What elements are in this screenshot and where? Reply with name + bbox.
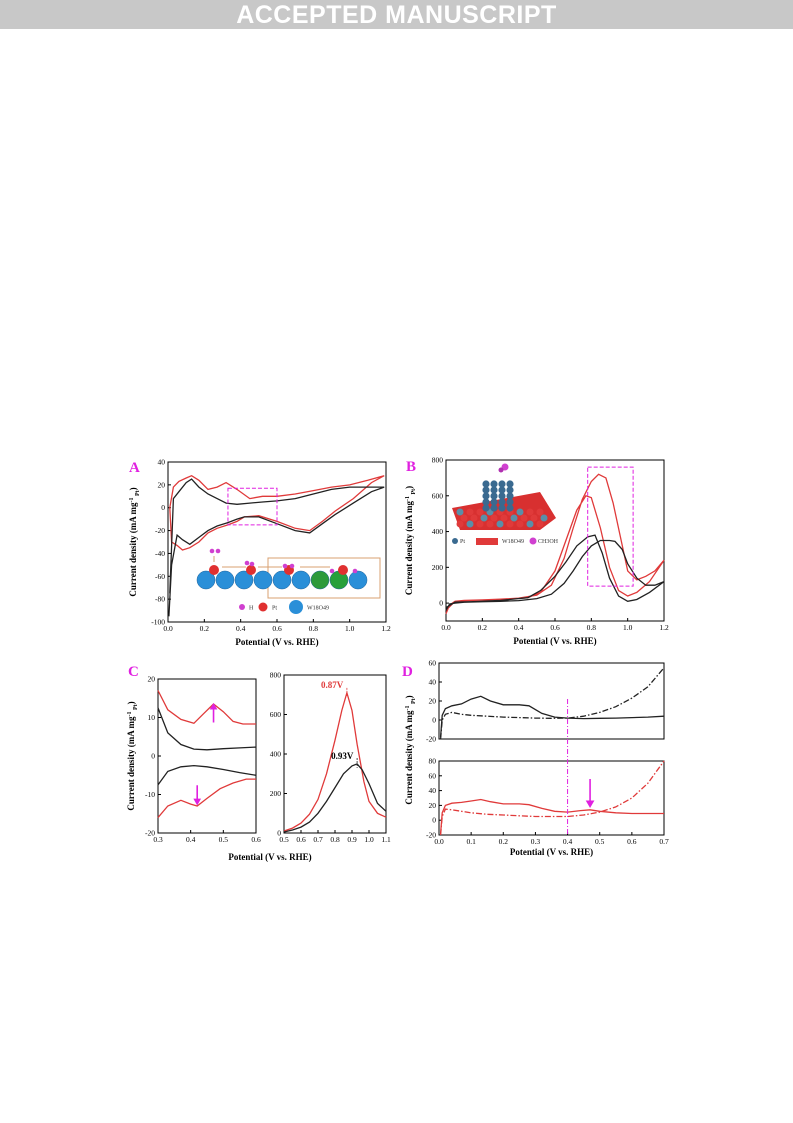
x-tick-label: 0.3 bbox=[530, 837, 541, 846]
x-tick-label: 1.0 bbox=[622, 623, 633, 632]
panel-label-b: B bbox=[406, 459, 417, 475]
pt-atom bbox=[246, 565, 256, 575]
substrate-atom bbox=[497, 521, 504, 528]
chart-panel-d-top bbox=[402, 659, 664, 805]
substrate-atom bbox=[527, 521, 534, 528]
w18o49-atom bbox=[254, 571, 272, 589]
y-tick-label: -10 bbox=[145, 790, 155, 799]
y-tick-label: 400 bbox=[269, 749, 281, 759]
y-axis-label: Current density (mA $mg^{-1}$ $_{Pt}$) bbox=[404, 695, 417, 805]
y-tick-label: -20 bbox=[426, 830, 436, 840]
x-tick-label: 1.2 bbox=[659, 623, 669, 632]
y-tick-label: 0 bbox=[151, 751, 155, 761]
subscript: Pt bbox=[135, 490, 141, 498]
subscript: Pt bbox=[133, 704, 139, 712]
series-line-3 bbox=[158, 766, 256, 785]
x-tick-label: 0.7 bbox=[313, 835, 323, 844]
plot-frame bbox=[158, 679, 256, 833]
y-tick-label: 20 bbox=[428, 800, 436, 810]
panel-label-d: D bbox=[402, 664, 413, 680]
y-tick-label: 0 bbox=[161, 503, 165, 513]
substrate-atom bbox=[467, 509, 474, 516]
panel-label-c: C bbox=[128, 664, 139, 680]
x-tick-label: 0.0 bbox=[163, 624, 173, 633]
y-tick-label: 20 bbox=[428, 696, 436, 706]
legend-w-label: W18O49 bbox=[502, 539, 524, 545]
x-tick-label: 0.3 bbox=[153, 835, 163, 844]
x-tick-label: 0.8 bbox=[586, 623, 597, 632]
y-tick-label: 80 bbox=[428, 756, 436, 766]
series-line-2 bbox=[441, 761, 664, 835]
paren: ) bbox=[404, 695, 414, 699]
y-tick-label: 0 bbox=[432, 715, 436, 725]
h-atom bbox=[290, 564, 295, 569]
h-atom bbox=[330, 569, 335, 574]
y-tick-label: -60 bbox=[155, 571, 165, 581]
substrate-atom bbox=[517, 521, 524, 528]
y-tick-label: 200 bbox=[269, 789, 281, 798]
substrate-atom bbox=[457, 509, 464, 516]
substrate-atom bbox=[517, 509, 524, 516]
y-axis-label: Current density (mA $mg^{-1}$ $_{Pt}$) bbox=[128, 487, 141, 597]
x-tick-label: 1.0 bbox=[364, 835, 374, 844]
w18o49-atom bbox=[292, 571, 310, 589]
methanol-atom bbox=[499, 468, 504, 473]
y-tick-label: -20 bbox=[145, 828, 155, 838]
substrate-atom bbox=[481, 515, 488, 522]
pt-cluster-atom bbox=[490, 504, 497, 511]
series-line-1 bbox=[158, 691, 256, 725]
x-tick-label: 0.5 bbox=[279, 835, 289, 844]
w18o49-atom bbox=[311, 571, 329, 589]
legend-pt-icon bbox=[259, 603, 268, 612]
x-tick-label: 0.5 bbox=[595, 837, 605, 846]
legend-ch3oh-label: CH3OH bbox=[538, 539, 559, 545]
y-axis-label: Current density (mA $mg^{-1}$ $_{Pt}$) bbox=[404, 485, 417, 596]
x-tick-label: 0.6 bbox=[296, 835, 306, 844]
x-tick-label: 0.5 bbox=[218, 835, 229, 844]
x-axis-label: Potential (V vs. RHE) bbox=[228, 852, 312, 862]
plot-frame bbox=[439, 663, 664, 739]
y-tick-label: 200 bbox=[431, 562, 443, 572]
x-tick-label: 0.4 bbox=[562, 837, 573, 846]
legend-w-icon bbox=[289, 600, 303, 614]
legend-pt-label: Pt bbox=[272, 605, 278, 612]
peak-label-black: 0.93V bbox=[331, 750, 354, 761]
atom-schematic bbox=[197, 549, 380, 614]
substrate-atom bbox=[487, 521, 494, 528]
legend-pt-label: Pt bbox=[460, 539, 466, 545]
series-line-1 bbox=[441, 800, 664, 834]
y-tick-label: 10 bbox=[147, 713, 155, 722]
legend-h-icon bbox=[239, 604, 245, 610]
y-tick-label: -20 bbox=[155, 526, 165, 536]
substrate-atom bbox=[541, 515, 548, 522]
y-tick-label: 800 bbox=[431, 455, 443, 465]
y-tick-label: -40 bbox=[155, 548, 165, 558]
w18o49-atom bbox=[349, 571, 367, 589]
series-line-1 bbox=[284, 693, 386, 831]
y-tick-label: 0 bbox=[439, 598, 443, 608]
superscript: -1 bbox=[127, 711, 133, 717]
x-tick-label: 0.6 bbox=[272, 624, 282, 633]
substrate-atom bbox=[477, 521, 484, 528]
peak-label-red: 0.87V bbox=[320, 679, 344, 690]
chart-panel-d-bottom bbox=[426, 696, 669, 857]
w18o49-atom bbox=[216, 571, 234, 589]
plot-frame bbox=[439, 761, 664, 835]
legend-w-icon bbox=[476, 538, 498, 545]
y-tick-label: 800 bbox=[269, 670, 281, 680]
paren: ) bbox=[126, 701, 136, 705]
y-tick-label: 40 bbox=[157, 457, 165, 467]
substrate-atom bbox=[471, 515, 478, 522]
x-tick-label: 1.0 bbox=[344, 624, 355, 633]
series-line-4 bbox=[158, 779, 256, 818]
substrate-atom bbox=[457, 521, 464, 528]
x-tick-label: 0.4 bbox=[513, 623, 524, 632]
paren: ) bbox=[404, 485, 414, 489]
x-axis-label: Potential (V vs. RHE) bbox=[509, 847, 594, 857]
y-axis-label: Current density (mA $mg^{-1}$ $_{Pt}$) bbox=[126, 701, 139, 811]
x-tick-label: 0.1 bbox=[466, 837, 476, 846]
x-tick-label: 0.2 bbox=[477, 623, 488, 632]
substrate-atom bbox=[467, 521, 474, 528]
x-tick-label: 0.6 bbox=[251, 835, 261, 844]
series-line-2 bbox=[446, 535, 664, 610]
x-tick-label: 0.6 bbox=[627, 837, 637, 846]
x-tick-label: 0.8 bbox=[308, 624, 319, 633]
x-axis-label: Potential (V vs. RHE) bbox=[235, 637, 319, 647]
x-tick-label: 0.8 bbox=[330, 835, 340, 844]
y-tick-label: 40 bbox=[428, 677, 436, 687]
pt-cluster-atom bbox=[506, 504, 513, 511]
y-tick-label: -20 bbox=[426, 734, 436, 744]
y-tick-label: 400 bbox=[431, 527, 443, 537]
pt-atom bbox=[338, 565, 348, 575]
substrate-atom bbox=[527, 509, 534, 516]
series-line-1 bbox=[441, 696, 664, 737]
chart-panel-a bbox=[128, 458, 391, 648]
y-tick-label: 20 bbox=[157, 480, 165, 490]
h-atom bbox=[216, 549, 221, 554]
y-tick-label: 0 bbox=[432, 815, 436, 825]
subscript: Pt bbox=[411, 698, 417, 706]
y-tick-label: 40 bbox=[428, 786, 436, 796]
superscript: -1 bbox=[129, 497, 135, 503]
x-tick-label: 1.1 bbox=[381, 835, 391, 844]
subscript: Pt bbox=[411, 488, 417, 497]
x-tick-label: 0.9 bbox=[347, 835, 357, 844]
substrate-atom bbox=[511, 515, 518, 522]
h-atom bbox=[283, 564, 288, 569]
banner-text: ACCEPTED MANUSCRIPT bbox=[236, 1, 557, 29]
legend-h-label: H bbox=[249, 605, 254, 612]
y-tick-label: -100 bbox=[151, 617, 165, 627]
substrate-atom bbox=[521, 515, 528, 522]
y-tick-label: 60 bbox=[428, 771, 436, 781]
pt-cluster-atom bbox=[498, 504, 505, 511]
x-tick-label: 0.0 bbox=[434, 837, 444, 846]
superscript: -1 bbox=[405, 496, 411, 502]
y-tick-label: 60 bbox=[428, 658, 436, 668]
substrate-atom bbox=[537, 521, 544, 528]
substrate-atom bbox=[531, 515, 538, 522]
pt-cluster-atom bbox=[482, 504, 489, 511]
y-tick-label: -80 bbox=[155, 594, 165, 604]
x-tick-label: 0.4 bbox=[235, 624, 246, 633]
x-axis-label: Potential (V vs. RHE) bbox=[513, 636, 597, 646]
x-tick-label: 0.6 bbox=[550, 623, 560, 632]
substrate-atom bbox=[461, 515, 468, 522]
x-tick-label: 0.4 bbox=[185, 835, 196, 844]
pt-atom bbox=[209, 565, 219, 575]
series-line-2 bbox=[441, 668, 664, 739]
substrate-atom bbox=[477, 509, 484, 516]
substrate-atom bbox=[537, 509, 544, 516]
y-tick-label: 0 bbox=[277, 828, 281, 838]
panel-label-a: A bbox=[129, 460, 140, 476]
h-atom bbox=[210, 549, 215, 554]
x-tick-label: 0.0 bbox=[441, 623, 451, 632]
y-tick-label: 600 bbox=[431, 491, 443, 501]
y-tick-label: 600 bbox=[269, 710, 281, 719]
h-atom bbox=[245, 561, 250, 566]
x-tick-label: 1.2 bbox=[381, 624, 391, 633]
legend-ch3oh-icon bbox=[530, 538, 537, 545]
x-tick-label: 0.2 bbox=[199, 624, 210, 633]
h-atom bbox=[353, 569, 358, 574]
molecular-model bbox=[452, 464, 559, 546]
x-tick-label: 0.7 bbox=[659, 837, 669, 846]
h-atom bbox=[250, 562, 255, 567]
substrate-atom bbox=[507, 521, 514, 528]
down-arrow-head bbox=[587, 801, 594, 807]
legend-pt-icon bbox=[452, 538, 458, 544]
chart-panel-c bbox=[126, 664, 261, 844]
x-tick-label: 0.2 bbox=[498, 837, 508, 846]
superscript: -1 bbox=[405, 705, 411, 711]
paren: ) bbox=[128, 487, 138, 491]
chart-panel-b bbox=[404, 456, 669, 647]
substrate-atom bbox=[491, 515, 498, 522]
series-line-2 bbox=[284, 764, 386, 832]
legend-w-label: W18O49 bbox=[307, 605, 329, 612]
y-tick-label: 20 bbox=[147, 674, 155, 684]
substrate-atom bbox=[501, 515, 508, 522]
